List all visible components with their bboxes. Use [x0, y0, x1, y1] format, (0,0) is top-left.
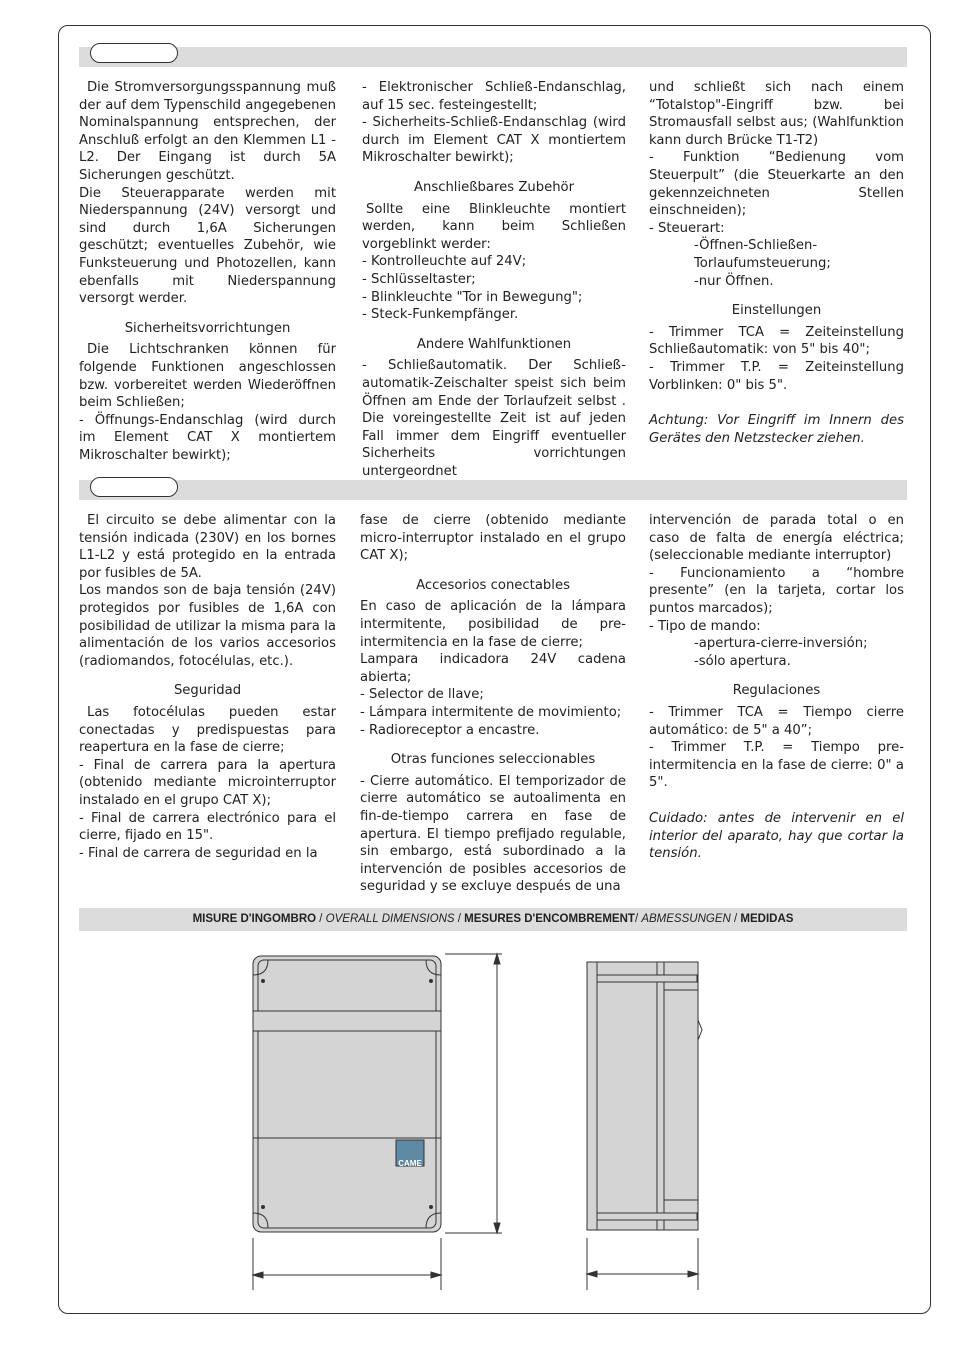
dims-title-fr: MESURES D'ENCOMBREMENT — [464, 913, 635, 925]
es-safety-4: - Final de carrera de seguridad en la — [79, 845, 318, 861]
de-col3-1: und schließt sich nach einem “Totalstop"-Eingriff bzw. bei Stromausfall selbst aus; (Wahlfunktion kann durch Brücke T1-T2) — [649, 80, 904, 148]
de-col3-2: - Funktion “Bedienung vom Steuerpult” (die Steuerkarte an den gekennzeichneten Stellen einschneiden); — [649, 150, 904, 219]
es-warning-text: : antes de intervenir en el interior del aparato, hay que cortar la tensión. — [649, 810, 904, 862]
de-mode-2: Torlaufumsteuerung; — [694, 255, 831, 271]
de-col3-3: - Steuerart: — [649, 220, 725, 236]
front-view — [253, 956, 441, 1232]
de-acc-3: - Schlüsseltaster; — [362, 271, 476, 287]
dims-sep-2: / — [454, 913, 465, 925]
de-mode-3: -nur Öffnen. — [694, 273, 774, 289]
de-accessories-title: Anschließbares Zubehör — [413, 179, 575, 195]
dims-sep-1: / — [316, 913, 326, 925]
es-safety-1: Las fotocélulas pueden estar conectadas y predispuestas para reapertura en la fase de cierre; — [79, 704, 336, 756]
es-acc-4: - Lámpara intermitente de movimiento; — [360, 704, 622, 720]
es-mode-2: -sólo apertura. — [694, 653, 791, 669]
es-settings-1: - Trimmer TCA = Tiempo cierre automático: de 5" a 40”; — [649, 704, 904, 738]
de-warning-label: Achtung — [649, 413, 704, 429]
de-settings-title: Einstellungen — [731, 303, 822, 319]
dims-title-it: MISURE D'INGOMBRO — [192, 913, 317, 925]
es-mode-1: -apertura-cierre-inversión; — [694, 636, 868, 652]
dims-title-es: MEDIDAS — [740, 913, 794, 925]
de-mode-1: -Öffnen-Schließen- — [694, 238, 818, 254]
de-col2-1: - Elektronischer Schließ-Endanschlag, auf 15 sec. festeingestellt; — [362, 80, 626, 113]
de-acc-2: - Kontrolleuchte auf 24V; — [362, 254, 527, 270]
de-safety-2: - Öffnungs-Endanschlag (wird durch im Element CAT X montiertem Mikroschalter bewirkt); — [79, 412, 336, 463]
de-warning-text: : Vor Eingriff im Innern des Gerätes den Netzstecker ziehen. — [649, 413, 904, 446]
dims-sep-3: / — [634, 913, 642, 925]
es-safety-3: - Final de carrera electrónico para el cierre, fijado en 15". — [79, 810, 336, 844]
de-settings-2: - Trimmer T.P. = Zeiteinstellung Vorblinken: 0" bis 5". — [649, 359, 904, 393]
de-safety-title: Sicherheitsvorrichtungen — [124, 320, 291, 336]
es-col3-3: - Tipo de mando: — [649, 618, 761, 634]
es-other-text: - Cierre automático. El temporizador de cierre automático se autoalimenta en fin-de-tiempo carrera en fase de apertura. El tiempo prefijado regulable, sin embargo, está subordinado a la intervención de posibles accesorios de seguridad y se excluye después de una — [360, 773, 626, 895]
es-intro-2: Los mandos son de baja tensión (24V) protegidos por fusibles de 1,6A con posibilidad de utilizar la misma para la alimentación de los varios accesorios (radiomandos, fotocélulas, etc.). — [79, 583, 336, 669]
de-acc-5: - Steck-Funkempfänger. — [362, 307, 519, 323]
es-settings-2: - Trimmer T.P. = Tiempo pre-intermitencia en la fase de cierre: 0" a 5". — [649, 740, 904, 791]
side-dimension-lines — [587, 1238, 698, 1290]
es-accessories-title: Accesorios conectables — [416, 577, 570, 593]
de-col2-2: - Sicherheits-Schließ-Endanschlag (wird durch im Element CAT X montiertem Mikroschalter bewirkt); — [362, 115, 626, 166]
es-col3-1: intervención de parada total o en caso de falta de energía eléctrica; (seleccionable mediante interruptor) — [649, 513, 904, 564]
dims-sep-4: / — [730, 913, 741, 925]
es-safety-2: - Final de carrera para la apertura (obtenido mediante microinterruptor instalado en el grupo CAT X); — [79, 757, 336, 808]
de-other-title: Andere Wahlfunktionen — [416, 336, 572, 352]
es-acc-3: - Selector de llave; — [360, 687, 484, 703]
es-col2-1: fase de cierre (obtenido mediante micro-interruptor instalado en el grupo CAT X); — [360, 513, 626, 564]
de-intro-1: Die Stromversorgungsspannung muß der auf dem Typenschild angegebenen Nominalspannung entsprechen, der Anschluß erfolgt an den Klemmen L1 - L2. Der Eingang ist durch 5A Sicherungen geschützt. — [79, 80, 336, 183]
de-other-text: - Schließautomatik. Der Schließ-automatik-Zeischalter speist sich beim Öffnen am Ende der Torlaufzeit selbst . Die voreingestellte Zeit ist auf jeden Fall immer dem Eingriff eventueller Sicherheits vorrichtungen untergeordnet — [362, 358, 626, 479]
es-acc-5: - Radioreceptor a encastre. — [360, 722, 540, 738]
de-safety-1: Die Lichtschranken können für folgende Funktionen angeschlossen bzw. vorbereitet werden Wiederöffnen beim Schließen; — [79, 342, 336, 411]
side-view — [587, 962, 702, 1230]
es-acc-1: En caso de aplicación de la lámpara intermitente, posibilidad de pre-intermitencia en la fase de cierre; — [360, 599, 626, 650]
de-settings-1: - Trimmer TCA = Zeiteinstellung Schließautomatik: von 5" bis 40"; — [649, 324, 904, 358]
es-safety-title: Seguridad — [173, 683, 242, 699]
es-col3-2: - Funcionamiento a “hombre presente” (en la tarjeta, cortar los puntos marcados); — [649, 565, 904, 616]
came-logo: CAME — [398, 1159, 422, 1168]
es-intro-1: El circuito se debe alimentar con la tensión indicada (230V) en los bornes L1-L2 y está protegido en la entrada por fusibles de 5A. — [79, 513, 336, 581]
de-acc-1: Sollte eine Blinkleuchte montiert werden, kann beim Schließen vorgeblinkt werder: — [362, 201, 626, 252]
de-intro-2: Die Steuerapparate werden mit Niederspannung (24V) versorgt und sind durch 1,6A Sicherungen geschützt; eventuelles Zubehör, wie Funksteuerung und Photozellen, kann ebenfalls mit Niederspannung versorgt werder. — [79, 185, 336, 307]
es-acc-2: Lampara indicadora 24V cadena abierta; — [360, 652, 626, 685]
dims-title-en: OVERALL DIMENSIONS — [325, 913, 455, 925]
de-acc-4: - Blinkleuchte "Tor in Bewegung"; — [362, 289, 583, 305]
dims-title-de: ABMESSUNGEN — [641, 913, 731, 925]
es-settings-title: Regulaciones — [732, 683, 821, 699]
es-other-title: Otras funciones seleccionables — [390, 752, 596, 768]
es-warning-label: Cuidado — [649, 810, 704, 826]
